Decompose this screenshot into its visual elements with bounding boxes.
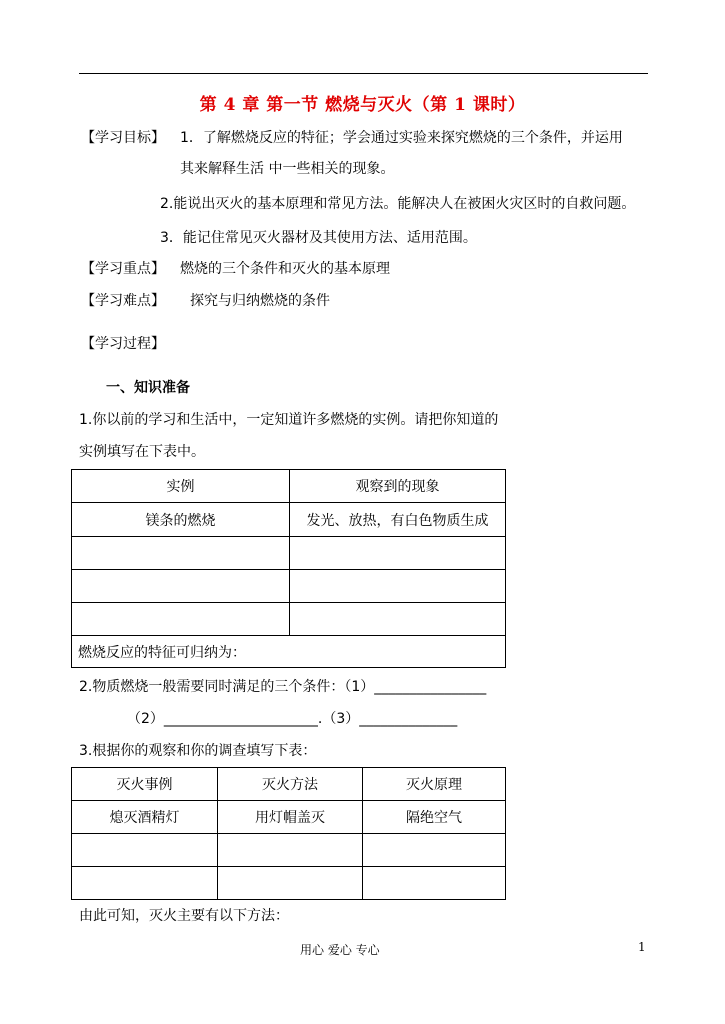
table-cell[interactable]: 熄灭酒精灯	[72, 801, 218, 834]
question-2-line-1: 2.物质燃烧一般需要同时满足的三个条件：（1）________________	[79, 679, 487, 695]
fire-extinguish-table	[71, 767, 506, 900]
question-1-line-1: 1.你以前的学习和生活中，一定知道许多燃烧的实例。请把你知道的	[79, 412, 499, 428]
objective-3: 3．能记住常见灭火器材及其使用方法、适用范围。	[160, 230, 477, 246]
table-footer-cell[interactable]: 燃烧反应的特征可归纳为：	[72, 636, 506, 668]
examples-table	[71, 469, 506, 668]
table-cell[interactable]	[290, 570, 506, 603]
objective-2: 2.能说出灭火的基本原理和常见方法。能解决人在被困火灾区时的自救问题。	[160, 196, 636, 212]
table-footer-row	[72, 636, 506, 668]
table-row	[72, 503, 506, 537]
table-cell[interactable]	[290, 537, 506, 570]
objective-1-line-2: 其来解释生活 中一些相关的现象。	[180, 161, 395, 177]
footer-motto: 用心 爱心 专心	[300, 943, 380, 957]
table-header-cell: 观察到的现象	[290, 470, 506, 503]
table-header-row	[72, 470, 506, 503]
table-row	[72, 570, 506, 603]
table-cell[interactable]	[290, 603, 506, 636]
section-heading: 一、知识准备	[106, 380, 190, 396]
table-header-cell: 灭火原理	[363, 768, 506, 801]
table-cell[interactable]	[363, 867, 506, 900]
table-cell[interactable]	[72, 867, 218, 900]
table-cell[interactable]: 隔绝空气	[363, 801, 506, 834]
header-rule	[79, 73, 648, 74]
table-cell[interactable]	[72, 570, 290, 603]
table-row	[72, 834, 506, 867]
question-1-line-2: 实例填写在下表中。	[79, 444, 205, 460]
conclusion-text: 由此可知，灭火主要有以下方法：	[79, 908, 289, 924]
difficulties-text: 探究与归纳燃烧的条件	[190, 293, 330, 309]
table-cell[interactable]: 发光、放热，有白色物质生成	[290, 503, 506, 537]
key-points-text: 燃烧的三个条件和灭火的基本原理	[180, 261, 390, 277]
question-2-line-2: （2）______________________.（3）______________	[127, 711, 458, 727]
page-title: 第 4 章 第一节 燃烧与灭火（第 1 课时）	[199, 95, 526, 115]
table-header-cell: 实例	[72, 470, 290, 503]
key-points-label: 【学习重点】	[81, 261, 165, 277]
table-cell[interactable]	[72, 537, 290, 570]
difficulties-label: 【学习难点】	[81, 293, 165, 309]
table-header-row	[72, 768, 506, 801]
table-row	[72, 537, 506, 570]
question-3: 3.根据你的观察和你的调查填写下表：	[79, 743, 317, 759]
table-header-cell: 灭火事例	[72, 768, 218, 801]
table-header-cell: 灭火方法	[218, 768, 363, 801]
objective-1-line-1: 1．了解燃烧反应的特征；学会通过实验来探究燃烧的三个条件，并运用	[180, 130, 623, 146]
table-cell[interactable]	[218, 867, 363, 900]
table-cell[interactable]: 用灯帽盖灭	[218, 801, 363, 834]
objectives-label: 【学习目标】	[81, 130, 165, 146]
table-row	[72, 801, 506, 834]
table-row	[72, 603, 506, 636]
table-cell[interactable]: 镁条的燃烧	[72, 503, 290, 537]
table-cell[interactable]	[72, 834, 218, 867]
table-cell[interactable]	[218, 834, 363, 867]
table-cell[interactable]	[363, 834, 506, 867]
table-row	[72, 867, 506, 900]
table-cell[interactable]	[72, 603, 290, 636]
process-label: 【学习过程】	[81, 336, 165, 352]
page-number: 1	[638, 940, 646, 954]
